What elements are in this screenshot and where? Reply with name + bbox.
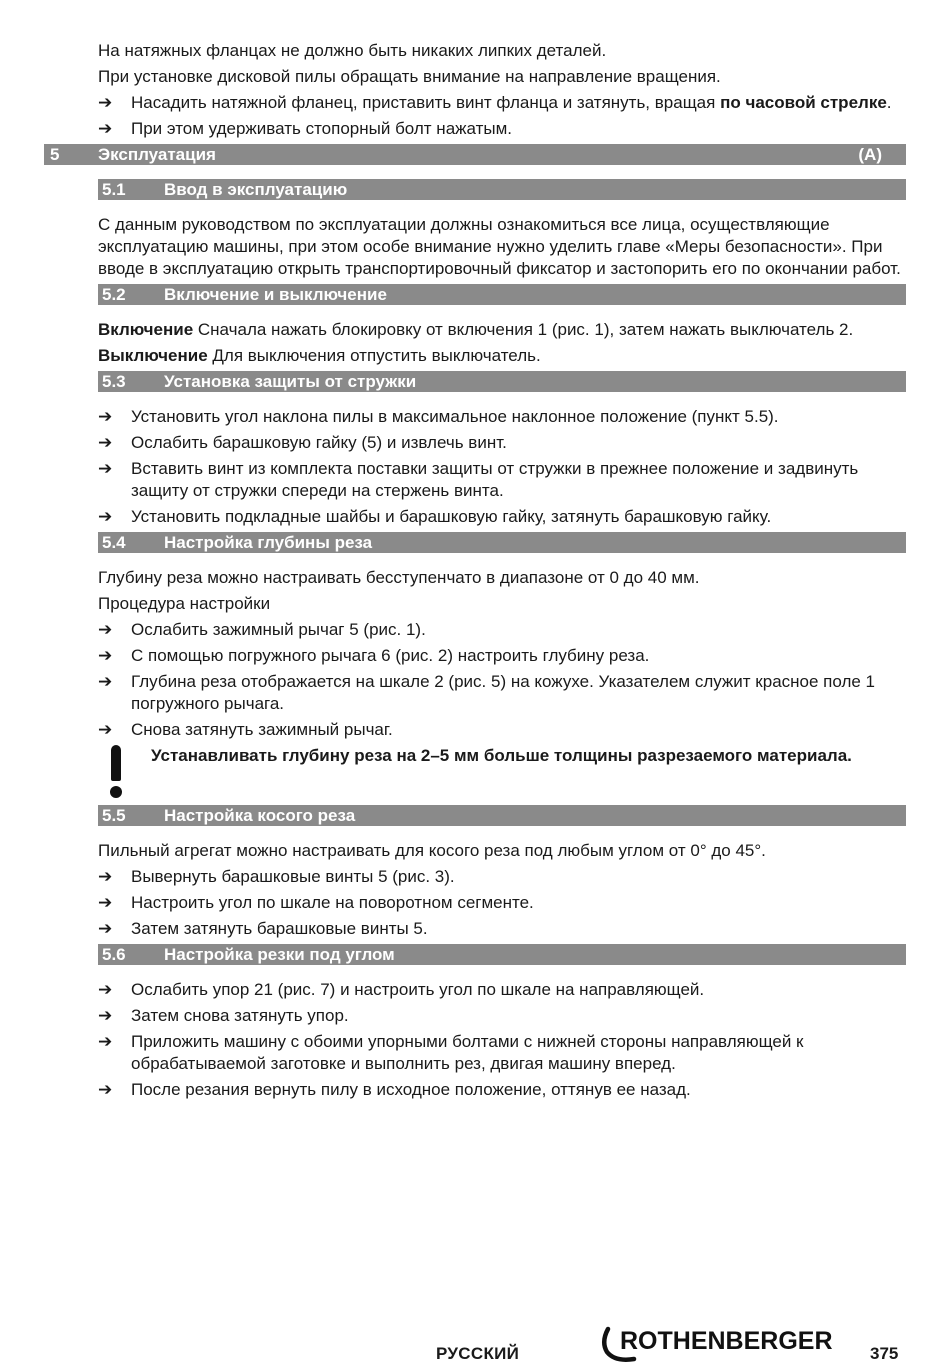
arrow-right-icon: ➔ xyxy=(98,893,113,912)
arrow-right-icon: ➔ xyxy=(98,119,113,138)
subsection-heading-5-3 xyxy=(98,371,906,392)
list-item xyxy=(0,118,950,140)
arrow-right-icon: ➔ xyxy=(98,1006,113,1025)
subsection-heading-5-5 xyxy=(98,805,906,826)
arrow-right-icon: ➔ xyxy=(98,433,113,452)
arrow-right-icon: ➔ xyxy=(98,1032,113,1051)
list-item: ➔ Снова затянуть зажимный рычаг. xyxy=(98,720,393,739)
arrow-right-icon: ➔ xyxy=(98,919,113,938)
exclamation-icon xyxy=(103,745,151,799)
warning-text: Устанавливать глубину реза на 2–5 мм больше толщины разрезаемого материала. xyxy=(151,746,852,765)
brand-text: ROTHENBERGER xyxy=(620,1327,833,1355)
arrow-right-icon: ➔ xyxy=(98,672,113,691)
paragraph: С данным руководством по эксплуатации должны ознакомиться все лица, осуществляющие эксплуатацию машины, при этом особе внимание нужно уделить главе «Меры безопасности». При вводе в эксплуатацию открыть транспортировочный фиксатор и застопорить его по окончании работ. xyxy=(98,215,901,278)
list-item: ➔ Затем снова затянуть упор. xyxy=(98,1006,349,1025)
list-item: ➔ Глубина реза отображается на шкале 2 (рис. 5) на кожухе. Указателем служит красное поле 1 погружного рычага. xyxy=(98,672,876,713)
list-item-text: При этом удерживать стопорный болт нажатым. xyxy=(131,119,513,138)
list-item: ➔ Установить подкладные шайбы и барашковую гайку, затянуть барашковую гайку. xyxy=(98,507,772,526)
page-number: 375 xyxy=(870,1344,899,1363)
switch-off-paragraph: Выключение Для выключения отпустить выключатель. xyxy=(98,346,541,365)
paragraph: На натяжных фланцах не должно быть никаких липких деталей. xyxy=(98,41,607,60)
list-item: ➔ Ослабить барашковую гайку (5) и извлечь винт. xyxy=(98,433,507,452)
paragraph: При установке дисковой пилы обращать внимание на направление вращения. xyxy=(98,67,721,86)
paragraph: Глубину реза можно настраивать бесступенчато в диапазоне от 0 до 40 мм. xyxy=(98,568,700,587)
subsection-heading-5-1 xyxy=(98,179,906,200)
list-item-text: Насадить натяжной фланец, приставить винт фланца и затянуть, вращая по часовой стрелке. xyxy=(131,93,892,112)
subsection-number: 5.6 xyxy=(102,945,126,964)
arrow-right-icon: ➔ xyxy=(98,720,113,739)
paragraph: Процедура настройки xyxy=(98,594,271,613)
subsection-heading-5-6 xyxy=(98,944,906,965)
subsection-number: 5.5 xyxy=(102,806,126,825)
subsection-title: Настройка косого реза xyxy=(164,806,356,825)
switch-on-paragraph: Включение Сначала нажать блокировку от включения 1 (рис. 1), затем нажать выключатель 2. xyxy=(98,320,854,339)
paragraph: Пильный агрегат можно настраивать для косого реза под любым углом от 0° до 45°. xyxy=(98,841,766,860)
list-item: ➔ Установить угол наклона пилы в максимальное наклонное положение (пункт 5.5). xyxy=(98,407,779,426)
subsection-number: 5.1 xyxy=(102,180,126,199)
subsection-number: 5.4 xyxy=(102,533,126,552)
list-item: ➔ Приложить машину с обоими упорными болтами с нижней стороны направляющей к обрабатываемой заготовке и выполнить рез, двигая машину вперед. xyxy=(98,1032,804,1073)
arrow-right-icon: ➔ xyxy=(98,1080,113,1099)
section-heading-5 xyxy=(44,144,906,165)
footer-language: РУССКИЙ xyxy=(436,1344,520,1363)
arrow-right-icon: ➔ xyxy=(98,507,113,526)
arrow-right-icon: ➔ xyxy=(98,459,113,478)
subsection-heading-5-4 xyxy=(98,532,906,553)
arrow-right-icon: ➔ xyxy=(98,620,113,639)
list-item: ➔ Настроить угол по шкале на поворотном сегменте. xyxy=(98,893,534,912)
list-item: ➔ После резания вернуть пилу в исходное положение, оттянув ее назад. xyxy=(98,1080,691,1099)
list-item: ➔ Вывернуть барашковые винты 5 (рис. 3). xyxy=(98,867,455,886)
page-footer xyxy=(0,1326,950,1362)
subsection-title: Настройка резки под углом xyxy=(164,945,395,964)
rothenberger-logo xyxy=(600,1326,856,1362)
subsection-title: Ввод в эксплуатацию xyxy=(164,180,348,199)
switch-off-label: Выключение xyxy=(98,346,208,365)
subsection-title: Настройка глубины реза xyxy=(164,533,373,552)
list-item: ➔ Ослабить зажимный рычаг 5 (рис. 1). xyxy=(98,620,426,639)
arrow-right-icon: ➔ xyxy=(98,407,113,426)
section-title: Эксплуатация xyxy=(98,145,216,164)
list-item: ➔ Вставить винт из комплекта поставки защиты от стружки в прежнее положение и задвинуть защиту от стружки спереди на стержень винта. xyxy=(98,459,859,500)
subsection-title: Установка защиты от стружки xyxy=(164,372,417,391)
arrow-right-icon: ➔ xyxy=(98,646,113,665)
list-item xyxy=(0,92,950,114)
arrow-right-icon: ➔ xyxy=(98,980,113,999)
list-item: ➔ С помощью погружного рычага 6 (рис. 2) настроить глубину реза. xyxy=(98,646,650,665)
list-item: ➔ Затем затянуть барашковые винты 5. xyxy=(98,919,428,938)
warning-notice xyxy=(0,745,950,799)
arrow-right-icon: ➔ xyxy=(98,93,113,112)
section-number: 5 xyxy=(50,145,60,164)
section-reference: (A) xyxy=(858,145,882,164)
arrow-right-icon: ➔ xyxy=(98,867,113,886)
subsection-title: Включение и выключение xyxy=(164,285,387,304)
document-body xyxy=(0,40,950,1105)
subsection-number: 5.3 xyxy=(102,372,126,391)
subsection-heading-5-2 xyxy=(98,284,906,305)
switch-on-label: Включение xyxy=(98,320,194,339)
list-item: ➔ Ослабить упор 21 (рис. 7) и настроить угол по шкале на направляющей. xyxy=(98,980,705,999)
subsection-number: 5.2 xyxy=(102,285,126,304)
